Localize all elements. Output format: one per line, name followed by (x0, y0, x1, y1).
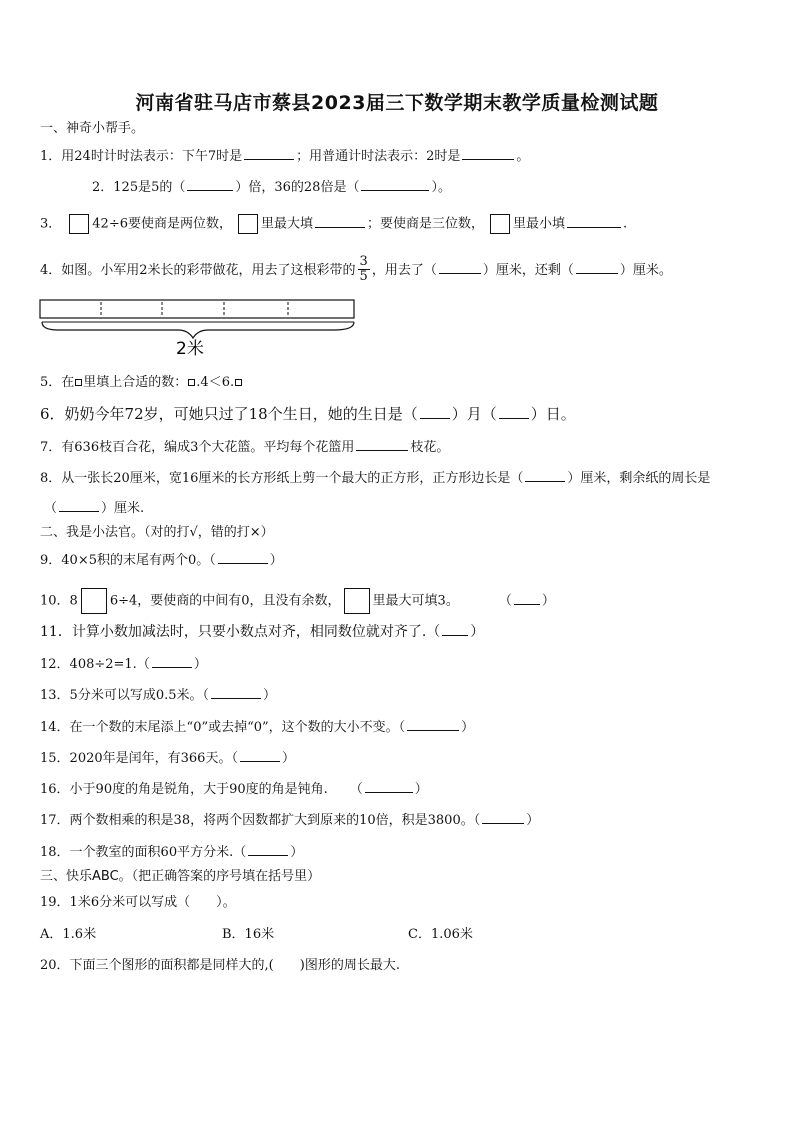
question-17: 17．两个数相乘的积是38，将两个因数都扩大到原来的10倍，积是3800。（ ） (40, 813, 540, 828)
answer-blank[interactable] (211, 686, 261, 699)
question-4: 4．如图。小军用2米长的彩带做花，用去了这根彩带的 $\frac{3}{5}$ ，用去了（ ）厘米，还剩（ ）厘米。 (40, 254, 672, 284)
question-9: 9．40×5积的末尾有两个0。（ ） (40, 553, 283, 568)
answer-blank[interactable] (439, 261, 481, 274)
answer-blank[interactable] (462, 147, 514, 160)
answer-blank[interactable] (315, 215, 365, 228)
answer-blank[interactable] (59, 499, 99, 512)
small-box[interactable] (235, 379, 242, 386)
question-5: 5．在 里填上合适的数： .4＜6. (40, 375, 243, 391)
answer-blank[interactable] (567, 215, 621, 228)
answer-blank[interactable] (361, 178, 429, 191)
section-2-heading: 二、我是小法官。（对的打√，错的打×） (40, 525, 274, 540)
section-1-heading: 一、神奇小帮手。 (40, 121, 145, 136)
answer-blank[interactable] (442, 623, 468, 636)
question-1: 1．用24时计时法表示：下午7时是 ；用普通计时法表示：2时是 。 (40, 149, 530, 164)
answer-blank[interactable] (499, 406, 529, 419)
question-14: 14．在一个数的末尾添上“0”或去掉“0”，这个数的大小不变。（ ） (40, 720, 475, 735)
ribbon-length-label: 2米 (176, 339, 204, 359)
question-8-continued: （ ）厘米. (44, 501, 145, 516)
question-8: 8．从一张长20厘米，宽16厘米的长方形纸上剪一个最大的正方形，正方形边长是（ ）厘米，剩余纸的周长是 (40, 471, 711, 486)
question-11: 11．计算小数加减法时，只要小数点对齐，相同数位就对齐了.（ ） (40, 624, 485, 640)
question-6: 6．奶奶今年72岁，可她只过了18个生日，她的生日是（ ）月（ ）日。 (40, 405, 576, 423)
answer-blank[interactable] (240, 749, 280, 762)
answer-blank[interactable] (365, 780, 413, 793)
question-19: 19．1米6分米可以写成（ ）。 (40, 895, 236, 910)
question-3: 3． 42÷6要使商是两位数， 里最大填 ；要使商是三位数， 里最小填 . (40, 214, 627, 234)
question-10: 10．8 6÷4，要使商的中间有0，且没有余数， 里最大可填3。 （ ） (40, 588, 555, 614)
option-c[interactable]: C．1.06米 (408, 927, 473, 942)
answer-blank[interactable] (482, 811, 524, 824)
digit-box[interactable] (238, 214, 258, 234)
digit-box[interactable] (490, 214, 510, 234)
question-16: 16．小于90度的角是锐角，大于90度的角是钝角. （ ） (40, 782, 428, 797)
ribbon-bar (40, 300, 354, 318)
question-20: 20．下面三个图形的面积都是同样大的,( )图形的周长最大. (40, 958, 400, 973)
question-7: 7．有636枝百合花，编成3个大花篮。平均每个花篮用 枝花。 (40, 440, 450, 455)
answer-blank[interactable] (514, 592, 540, 605)
question-12: 12．408÷2=1.（ ） (40, 657, 207, 672)
question-18: 18．一个教室的面积60平方分米.（ ） (40, 845, 304, 860)
fraction: $\frac{3}{5}$ (359, 254, 368, 284)
question-13: 13．5分米可以写成0.5米。（ ） (40, 688, 277, 703)
small-box[interactable] (188, 379, 195, 386)
brace (42, 322, 354, 338)
answer-blank[interactable] (420, 406, 450, 419)
answer-blank[interactable] (248, 843, 288, 856)
section-3-heading: 三、快乐ABC。（把正确答案的序号填在括号里） (40, 869, 321, 884)
answer-blank[interactable] (525, 469, 565, 482)
answer-blank[interactable] (407, 718, 459, 731)
digit-box[interactable] (81, 588, 107, 614)
option-a[interactable]: A．1.6米 (40, 927, 97, 942)
answer-blank[interactable] (356, 438, 408, 451)
page-title: 河南省驻马店市蔡县2023届三下数学期末教学质量检测试题 (135, 92, 659, 114)
option-b[interactable]: B．16米 (222, 927, 275, 942)
answer-blank[interactable] (576, 261, 618, 274)
ribbon-figure (38, 296, 358, 360)
answer-blank[interactable] (244, 147, 294, 160)
answer-blank[interactable] (218, 551, 268, 564)
answer-blank[interactable] (152, 655, 192, 668)
digit-box[interactable] (344, 588, 370, 614)
answer-blank[interactable] (187, 178, 233, 191)
digit-box[interactable] (69, 214, 89, 234)
small-box[interactable] (75, 379, 82, 386)
question-2: 2．125是5的（ ）倍，36的28倍是（ ）。 (92, 180, 451, 195)
question-15: 15．2020年是闰年，有366天。（ ） (40, 751, 295, 766)
